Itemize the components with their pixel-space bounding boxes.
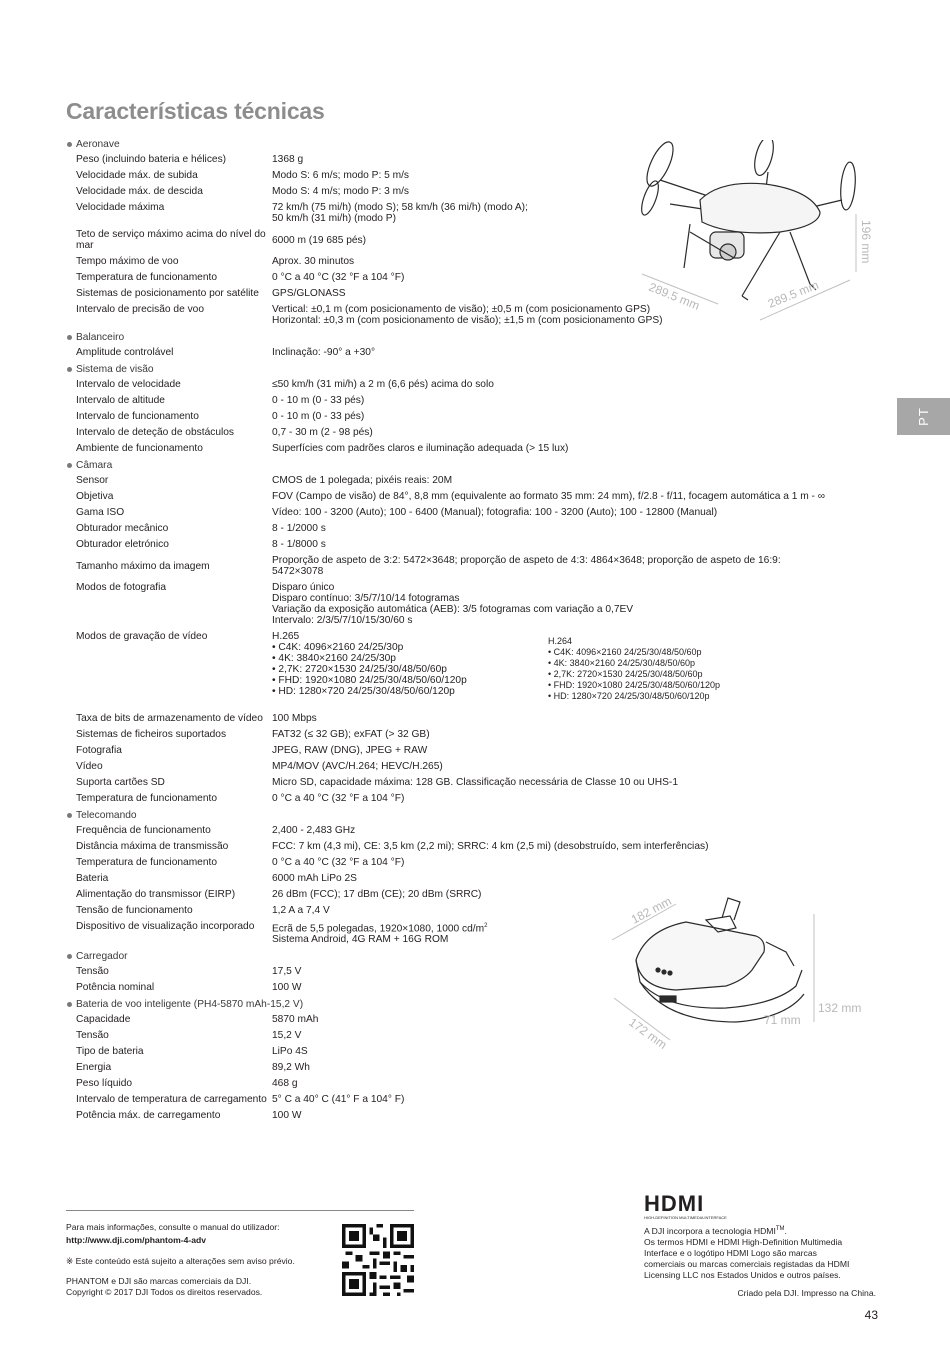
section-heading: Câmara bbox=[66, 458, 886, 473]
spec-row bbox=[66, 1108, 886, 1124]
spec-label: Amplitude controlável bbox=[76, 347, 174, 358]
drone-depth-dim: 289.5 mm bbox=[765, 277, 821, 311]
spec-value: 17,5 V bbox=[272, 966, 302, 978]
spec-value: GPS/GLONASS bbox=[272, 288, 346, 299]
drone-illustration bbox=[630, 140, 880, 340]
bullet-icon bbox=[67, 813, 72, 818]
spec-value: LiPo 4S bbox=[272, 1046, 308, 1058]
spec-value: Ecrã de 5,5 polegadas, 1920×1080, 1000 $cd/m^2$ Sistema Android, 4G RAM + 16G ROM bbox=[272, 923, 488, 946]
spec-value: 468 g bbox=[272, 1078, 298, 1090]
spec-label: Tensão bbox=[76, 1030, 109, 1042]
spec-value: 100 Mbps bbox=[272, 713, 317, 724]
spec-label: Intervalo de altitude bbox=[76, 395, 165, 406]
spec-row bbox=[66, 553, 886, 580]
spec-label: Ambiente de funcionamento bbox=[76, 443, 203, 454]
spec-label: Intervalo de funcionamento bbox=[76, 411, 199, 422]
spec-value: 0 - 10 m (0 - 33 pés) bbox=[272, 411, 365, 422]
spec-value: 0 °C a 40 °C (32 °F a 104 °F) bbox=[272, 272, 405, 283]
spec-value: Proporção de aspeto de 3:2: 5472×3648; proporção de aspeto de 4:3: 4864×3648; proporção de aspeto de 16:9: 5472×3078 bbox=[272, 555, 781, 577]
spec-value: 89,2 Wh bbox=[272, 1062, 310, 1074]
spec-value: FCC: 7 km (4,3 mi), CE: 3,5 km (2,2 mi); SRRC: 4 km (2,5 mi) (desobstruído, sem interferências) bbox=[272, 841, 709, 852]
spec-row bbox=[66, 425, 886, 441]
spec-value: JPEG, RAW (DNG), JPEG + RAW bbox=[272, 745, 428, 756]
spec-label: Vídeo bbox=[76, 761, 103, 772]
section-heading: Telecomando bbox=[66, 808, 886, 823]
spec-label: Distância máxima de transmissão bbox=[76, 841, 229, 852]
page-number: 43 bbox=[864, 1308, 878, 1322]
spec-label: Peso líquido bbox=[76, 1078, 133, 1090]
spec-value: 100 W bbox=[272, 1110, 302, 1122]
section-heading: Sistema de visão bbox=[66, 362, 886, 377]
spec-row bbox=[66, 580, 886, 629]
spec-value: Superfícies com padrões claros e iluminação adequada (> 15 lux) bbox=[272, 443, 569, 454]
spec-value: 0,7 - 30 m (2 - 98 pés) bbox=[272, 427, 373, 438]
spec-value: FOV (Campo de visão) de 84°, 8,8 mm (equivalente ao formato 35 mm: 24 mm), f/2.8 - f/11, focagem automática a 1 m - ∞ bbox=[272, 491, 826, 502]
spec-row bbox=[66, 537, 886, 553]
spec-row bbox=[66, 759, 886, 775]
spec-label: Taxa de bits de armazenamento de vídeo bbox=[76, 713, 263, 724]
spec-label: Capacidade bbox=[76, 1014, 131, 1026]
spec-row bbox=[66, 727, 886, 743]
spec-label: Temperatura de funcionamento bbox=[76, 857, 218, 868]
spec-label: Velocidade máxima bbox=[76, 202, 165, 213]
svg-text:HIGH-DEFINITION MULTIMEDIA INT: HIGH-DEFINITION MULTIMEDIA INTERFACE bbox=[644, 1215, 727, 1220]
drone-height-dim: 196 mm bbox=[859, 220, 873, 264]
spec-row bbox=[66, 393, 886, 409]
footer-trademark: PHANTOM e DJI são marcas comerciais da DJI. bbox=[66, 1276, 252, 1286]
spec-value: 100 W bbox=[272, 982, 302, 994]
spec-label: Intervalo de temperatura de carregamento bbox=[76, 1094, 267, 1106]
spec-label: Temperatura de funcionamento bbox=[76, 793, 218, 804]
spec-label: Sistemas de posicionamento por satélite bbox=[76, 288, 259, 299]
spec-row bbox=[66, 441, 886, 457]
spec-row bbox=[66, 489, 886, 505]
svg-text:HDMI: HDMI bbox=[644, 1192, 705, 1216]
bullet-icon bbox=[67, 463, 72, 468]
spec-row bbox=[66, 505, 886, 521]
spec-row bbox=[66, 855, 886, 871]
h265-modes: H.265 • C4K: 4096×2160 24/25/30p • 4K: 3840×2160 24/25/30p • 2,7K: 2720×1530 24/25/30/48/50/60p • FHD: 1920×1080 24/25/30/48/50/60/120p • HD: 1280×720 24/25/30/48/50/60/120p bbox=[272, 631, 467, 697]
spec-label: Fotografia bbox=[76, 745, 122, 756]
spec-value: MP4/MOV (AVC/H.264; HEVC/H.265) bbox=[272, 761, 443, 772]
page-title: Características técnicas bbox=[66, 98, 325, 124]
hdmi-logo bbox=[644, 1192, 756, 1222]
spec-label: Sensor bbox=[76, 475, 109, 486]
spec-label: Potência máx. de carregamento bbox=[76, 1110, 221, 1122]
spec-row bbox=[66, 1092, 886, 1108]
language-tab[interactable]: PT bbox=[897, 398, 950, 435]
spec-value: 6000 m (19 685 pés) bbox=[272, 234, 367, 246]
spec-row bbox=[66, 473, 886, 489]
spec-row bbox=[66, 345, 886, 361]
spec-row bbox=[66, 1060, 886, 1076]
spec-row bbox=[66, 871, 886, 887]
bullet-icon bbox=[67, 335, 72, 340]
footer-copyright: Copyright © 2017 DJI Todos os direitos reservados. bbox=[66, 1287, 263, 1297]
spec-value: FAT32 (≤ 32 GB); exFAT (> 32 GB) bbox=[272, 729, 430, 740]
spec-value: Disparo único Disparo contínuo: 3/5/7/10/14 fotogramas Variação da exposição automática (AEB): 3/5 fotogramas com variação a 0,7EV Intervalo: 2/3/5/7/10/15/30/60 s bbox=[272, 582, 634, 626]
spec-row bbox=[66, 743, 886, 759]
spec-row bbox=[66, 377, 886, 393]
spec-label: Frequência de funcionamento bbox=[76, 825, 211, 836]
spec-value: 72 km/h (75 mi/h) (modo S); 58 km/h (36 mi/h) (modo A); 50 km/h (31 mi/h) (modo P) bbox=[272, 202, 528, 224]
spec-label: Tensão bbox=[76, 966, 109, 978]
made-by: Criado pela DJI. Impresso na China. bbox=[737, 1288, 876, 1298]
spec-row bbox=[66, 409, 886, 425]
spec-label: Modos de gravação de vídeo bbox=[76, 631, 208, 642]
spec-value: Vertical: ±0,1 m (com posicionamento de visão); ±0,5 m (com posicionamento GPS) Horizontal: ±0,3 m (com posicionamento de visão); ±1,5 m (com posicionamento GPS) bbox=[272, 304, 663, 326]
spec-label: Modos de fotografia bbox=[76, 582, 167, 593]
remote-inner-dim: 71 mm bbox=[764, 1013, 801, 1027]
spec-label: Alimentação do transmissor (EIRP) bbox=[76, 889, 236, 900]
spec-row bbox=[66, 775, 886, 791]
spec-row bbox=[66, 1076, 886, 1092]
section-heading: Balanceiro bbox=[66, 330, 886, 345]
section-heading: Carregador bbox=[66, 949, 886, 964]
section-heading: Aeronave bbox=[66, 137, 886, 152]
spec-row bbox=[66, 823, 886, 839]
drone-width-dim: 289.5 mm bbox=[646, 279, 702, 313]
spec-row bbox=[66, 521, 886, 537]
spec-label: Dispositivo de visualização incorporado bbox=[76, 921, 255, 932]
section-heading: Bateria de voo inteligente (PH4-5870 mAh-15,2 V) bbox=[66, 997, 886, 1012]
spec-value: Modo S: 6 m/s; modo P: 5 m/s bbox=[272, 170, 410, 181]
spec-label: Obturador mecânico bbox=[76, 523, 169, 534]
h264-modes: H.264 • C4K: 4096×2160 24/25/30/48/50/60p • 4K: 3840×2160 24/25/30/48/50/60p • 2,7K: 2720×1530 24/25/30/48/50/60p • FHD: 1920×1080 24/25/30/48/50/60/120p • HD: 1280×720 24/25/30/48/50/60/120p bbox=[548, 636, 721, 701]
spec-label: Intervalo de velocidade bbox=[76, 379, 181, 390]
spec-label: Tipo de bateria bbox=[76, 1046, 144, 1058]
remote-side-dim: 172 mm bbox=[626, 1015, 670, 1052]
spec-value: 5870 mAh bbox=[272, 1014, 319, 1026]
spec-value: 1,2 A a 7,4 V bbox=[272, 905, 330, 916]
spec-value: Inclinação: -90° a +30° bbox=[272, 347, 376, 358]
spec-row-video-modes bbox=[66, 629, 886, 705]
footer-divider bbox=[66, 1210, 414, 1211]
spec-label: Intervalo de precisão de voo bbox=[76, 304, 204, 315]
spec-label: Gama ISO bbox=[76, 507, 125, 518]
spec-value: 8 - 1/2000 s bbox=[272, 523, 326, 534]
spec-value: 26 dBm (FCC); 17 dBm (CE); 20 dBm (SRRC) bbox=[272, 889, 482, 900]
footer-more-info: Para mais informações, consulte o manual do utilizador: bbox=[66, 1222, 280, 1232]
spec-label: Obturador eletrónico bbox=[76, 539, 169, 550]
spec-row bbox=[66, 839, 886, 855]
spec-label: Sistemas de ficheiros suportados bbox=[76, 729, 227, 740]
spec-label: Tensão de funcionamento bbox=[76, 905, 193, 916]
spec-value: 0 °C a 40 °C (32 °F a 104 °F) bbox=[272, 857, 405, 868]
spec-label: Bateria bbox=[76, 873, 109, 884]
spec-value: 5° C a 40° C (41° F a 104° F) bbox=[272, 1094, 405, 1106]
spec-value: 1368 g bbox=[272, 154, 304, 165]
spec-label: Suporta cartões SD bbox=[76, 777, 165, 788]
bullet-icon bbox=[67, 1002, 72, 1007]
spec-label: Velocidade máx. de descida bbox=[76, 186, 203, 197]
spec-label: Objetiva bbox=[76, 491, 114, 502]
spec-value: Vídeo: 100 - 3200 (Auto); 100 - 6400 (Manual); fotografia: 100 - 3200 (Auto); 100 - 12800 (Manual) bbox=[272, 507, 718, 518]
spec-value: 6000 mAh LiPo 2S bbox=[272, 873, 357, 884]
spec-value: 0 - 10 m (0 - 33 pés) bbox=[272, 395, 365, 406]
footer-notice: ※ Este conteúdo está sujeito a alterações sem aviso prévio. bbox=[66, 1256, 295, 1266]
spec-label: Velocidade máx. de subida bbox=[76, 170, 198, 181]
bullet-icon bbox=[67, 142, 72, 147]
bullet-icon bbox=[67, 367, 72, 372]
spec-value: ≤50 km/h (31 mi/h) a 2 m (6,6 pés) acima do solo bbox=[272, 379, 494, 390]
spec-label: Intervalo de deteção de obstáculos bbox=[76, 427, 235, 438]
spec-value: 0 °C a 40 °C (32 °F a 104 °F) bbox=[272, 793, 405, 804]
spec-row bbox=[66, 791, 886, 807]
remote-illustration bbox=[606, 890, 876, 1060]
spec-label: Energia bbox=[76, 1062, 112, 1074]
spec-value: Aprox. 30 minutos bbox=[272, 256, 355, 267]
spec-label: Peso (incluindo bateria e hélices) bbox=[76, 154, 227, 165]
spec-value: Micro SD, capacidade máxima: 128 GB. Classificação necessária de Classe 10 ou UHS-1 bbox=[272, 777, 678, 788]
spec-label: Tempo máximo de voo bbox=[76, 256, 179, 267]
spec-value: 15,2 V bbox=[272, 1030, 302, 1042]
spec-label: Tamanho máximo da imagem bbox=[76, 560, 210, 572]
spec-value: 2,400 - 2,483 GHz bbox=[272, 825, 356, 836]
bullet-icon bbox=[67, 954, 72, 959]
qr-code-icon bbox=[342, 1224, 414, 1296]
spec-value: Modo S: 4 m/s; modo P: 3 m/s bbox=[272, 186, 410, 197]
spec-value: CMOS de 1 polegada; pixéis reais: 20M bbox=[272, 475, 453, 486]
remote-top-dim: 182 mm bbox=[628, 893, 674, 927]
hdmi-notice: A DJI incorpora a tecnologia HDMI™. Os termos HDMI e HDMI High-Definition Multimedia Interface e o logótipo HDMI Logo são marcas comerciais ou marcas comerciais registadas da HDMI Licensing LLC nos Estados Unidos e outros países. bbox=[644, 1225, 850, 1280]
spec-value: 8 - 1/8000 s bbox=[272, 539, 326, 550]
spec-label: Teto de serviço máximo acima do nível do mar bbox=[76, 229, 266, 251]
spec-label: Temperatura de funcionamento bbox=[76, 272, 218, 283]
remote-height-dim: 132 mm bbox=[818, 1001, 862, 1015]
footer-url[interactable]: http://www.dji.com/phantom-4-adv bbox=[66, 1235, 207, 1245]
spec-label: Potência nominal bbox=[76, 982, 155, 994]
spec-row bbox=[66, 711, 886, 727]
